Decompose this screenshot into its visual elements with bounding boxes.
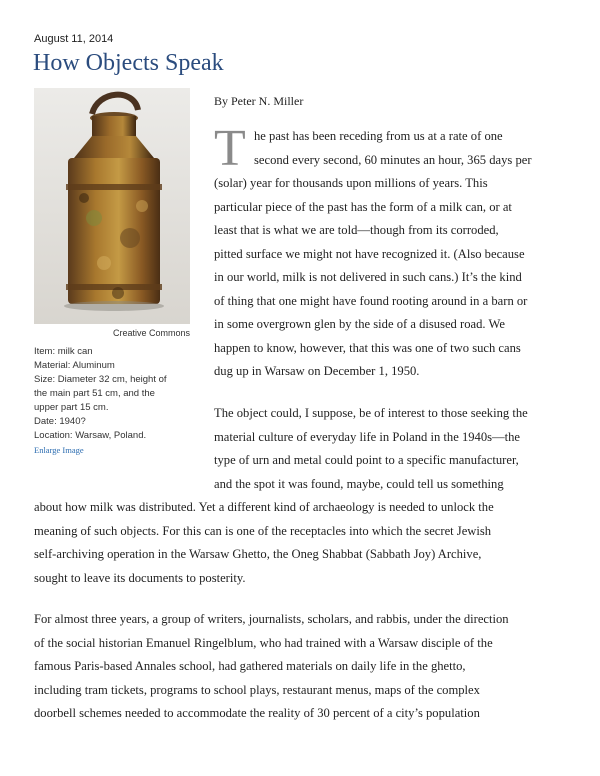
caption-line: upper part 15 cm.	[34, 402, 109, 413]
paragraph-2-full	[34, 496, 579, 590]
text-line: material culture of everyday life in Poland in the 1940s—the	[214, 429, 521, 444]
caption-line: Item: milk can	[34, 346, 93, 357]
text-line: meaning of such objects. For this can is one of the receptacles into which the secret Jewish	[34, 523, 492, 538]
text-line: (solar) year for thousands upon millions of years. This	[214, 176, 488, 190]
article-title: How Objects Speak	[33, 50, 224, 76]
text-line: The object could, I suppose, be of interest to those seeking the	[214, 406, 528, 420]
text-line: including tram tickets, programs to school plays, restaurant menus, maps of the complex	[34, 682, 480, 697]
text-line: sought to leave its documents to posterity.	[34, 570, 246, 585]
text-line: pitted surface we might not have recognized it. (Also because	[214, 246, 525, 261]
text-line: of thing that one might have found rooting around in a barn or	[214, 293, 528, 308]
paragraph-3	[34, 608, 579, 726]
caption-line: Date: 1940?	[34, 416, 86, 427]
caption-line: Location: Warsaw, Poland.	[34, 430, 147, 441]
byline: By Peter N. Miller	[214, 94, 304, 108]
milk-can-illustration	[34, 88, 190, 324]
text-line: in some overgrown glen by the side of a disused road. We	[214, 317, 505, 331]
caption-line: Material: Aluminum	[34, 360, 115, 371]
enlarge-image-link[interactable]: Enlarge Image	[34, 445, 84, 455]
text-line: happen to know, however, that this was one of two such cans	[214, 340, 521, 355]
image-caption	[34, 345, 194, 458]
article-date: August 11, 2014	[34, 33, 114, 45]
paragraph-1	[214, 120, 574, 384]
text-line: in our world, milk is not delivered in such cans.) It’s the kind	[214, 270, 522, 284]
paragraph-2-column	[214, 402, 574, 496]
text-line: about how milk was distributed. Yet a different kind of archaeology is needed to unlock the	[34, 500, 494, 514]
caption-line: the main part 51 cm, and the	[34, 388, 155, 399]
text-line: least that is what we are told—though from its corroded,	[214, 223, 499, 237]
text-line: he past has been receding from us at a rate of one	[254, 129, 503, 143]
text-line: and the spot it was found, maybe, could tell us something	[214, 476, 504, 491]
milk-can-photo[interactable]	[34, 88, 190, 324]
text-line: self-archiving operation in the Warsaw Ghetto, the Oneg Shabbat (Sabbath Joy) Archive,	[34, 547, 482, 561]
text-line: of the social historian Emanuel Ringelblum, who had trained with a Warsaw disciple of the	[34, 635, 493, 650]
text-line: particular piece of the past has the form of a milk can, or at	[214, 199, 512, 214]
image-credit: Creative Commons	[112, 328, 190, 338]
text-line: dug up in Warsaw on December 1, 1950.	[214, 364, 420, 378]
drop-cap: T	[214, 120, 246, 177]
text-line: For almost three years, a group of writers, journalists, scholars, and rabbis, under the direction	[34, 612, 509, 626]
caption-line: Size: Diameter 32 cm, height of	[34, 374, 167, 385]
text-line: type of urn and metal could point to a specific manufacturer,	[214, 453, 519, 467]
text-line: famous Paris-based Annales school, had gathered materials on daily life in the ghetto,	[34, 659, 466, 673]
text-line: doorbell schemes needed to accommodate the reality of 30 percent of a city’s population	[34, 706, 480, 720]
text-line: second every second, 60 minutes an hour, 365 days per	[254, 152, 532, 167]
